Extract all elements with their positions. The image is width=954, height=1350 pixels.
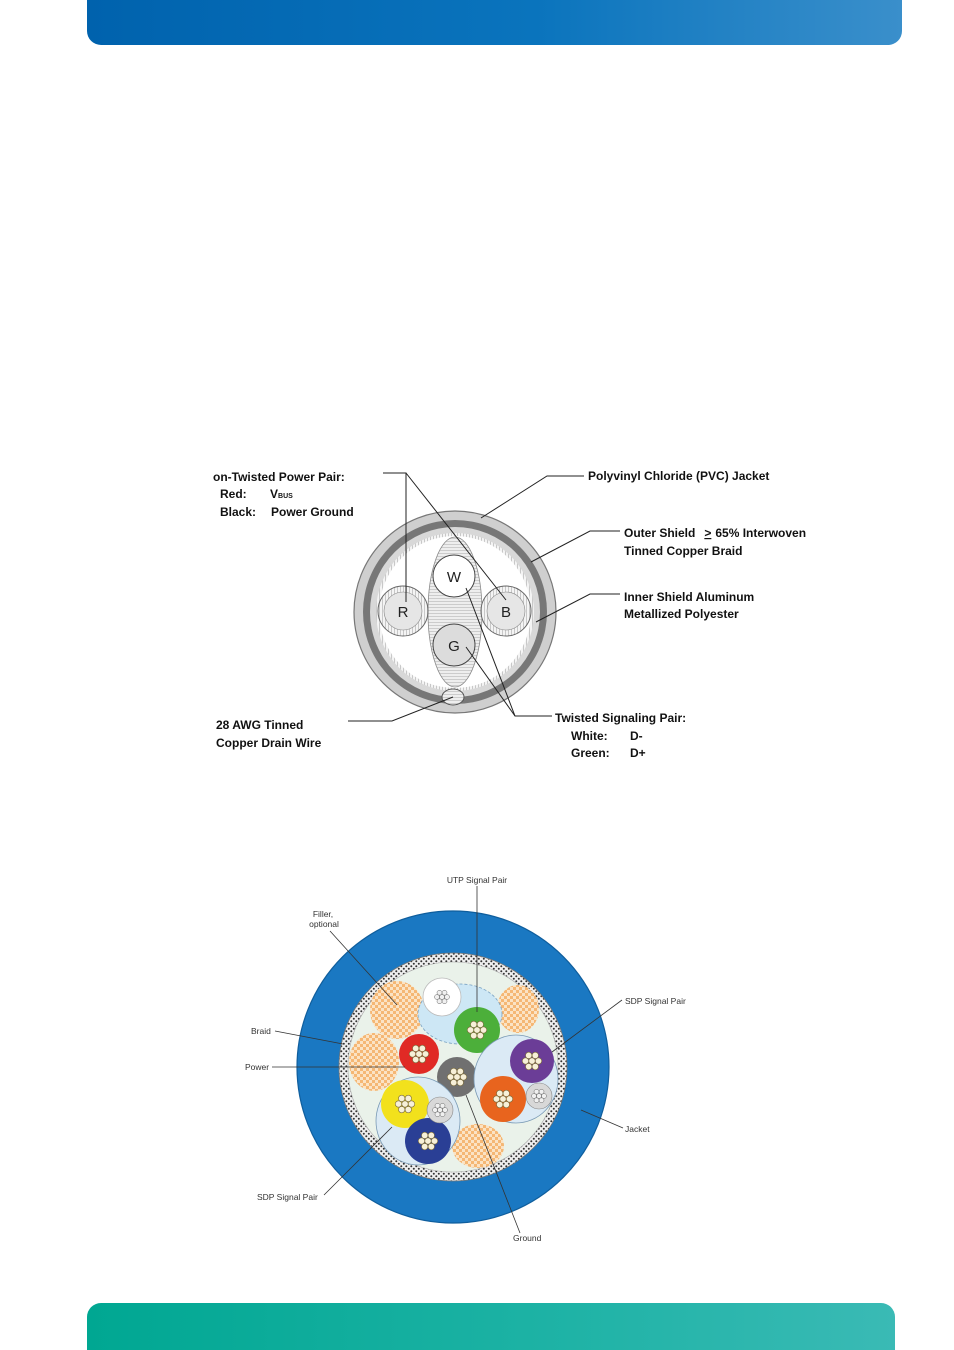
- header-bar: [87, 0, 902, 45]
- braid-label: Braid: [251, 1026, 271, 1036]
- sdp-right-label: SDP Signal Pair: [625, 996, 686, 1006]
- power-conductor: [399, 1034, 439, 1074]
- power-black-value: Power Ground: [271, 505, 354, 519]
- jacket-label: Polyvinyl Chloride (PVC) Jacket: [588, 469, 770, 483]
- ground-label: Ground: [513, 1233, 542, 1243]
- jacket-label-usb3: Jacket: [625, 1124, 650, 1134]
- conductor-b-label: B: [500, 604, 512, 621]
- signal-pair-title: Twisted Signaling Pair:: [555, 711, 687, 725]
- power-pair-title: on-Twisted Power Pair:: [213, 470, 345, 484]
- utp-label: UTP Signal Pair: [446, 875, 508, 885]
- signal-green-label: Green:: [571, 746, 610, 760]
- sdp-signal-pair-right: [474, 1035, 558, 1123]
- usb2-cable-diagram: [0, 455, 954, 775]
- power-red-value: VBUS: [270, 487, 293, 501]
- power-red-label: Red:: [220, 487, 247, 501]
- drain-line2: Copper Drain Wire: [216, 736, 322, 750]
- sdp-signal-pair-left: [376, 1077, 460, 1165]
- outer-shield-line2: Tinned Copper Braid: [624, 544, 743, 558]
- signal-white-value: D-: [630, 729, 643, 743]
- inner-shield-line1: Inner Shield Aluminum: [624, 590, 755, 604]
- conductor-g-label: G: [448, 638, 460, 655]
- footer-bar: [87, 1303, 895, 1350]
- drain-line1: 28 AWG Tinned: [216, 718, 304, 732]
- signal-white-label: White:: [571, 729, 608, 743]
- usb3-cable-diagram: [0, 860, 954, 1250]
- outer-shield-line1: Outer Shield > 65% Interwoven: [624, 526, 807, 540]
- sdp-left-label: SDP Signal Pair: [257, 1192, 318, 1202]
- inner-shield-line2: Metallized Polyester: [624, 607, 739, 621]
- filler-label-line1: Filler,: [312, 909, 334, 919]
- conductor-w-label: W: [446, 569, 462, 586]
- conductor-r-label: R: [397, 604, 409, 621]
- power-black-label: Black:: [220, 505, 257, 519]
- power-label: Power: [245, 1062, 270, 1072]
- signal-green-value: D+: [630, 746, 646, 760]
- filler-label-line2: optional: [309, 919, 339, 929]
